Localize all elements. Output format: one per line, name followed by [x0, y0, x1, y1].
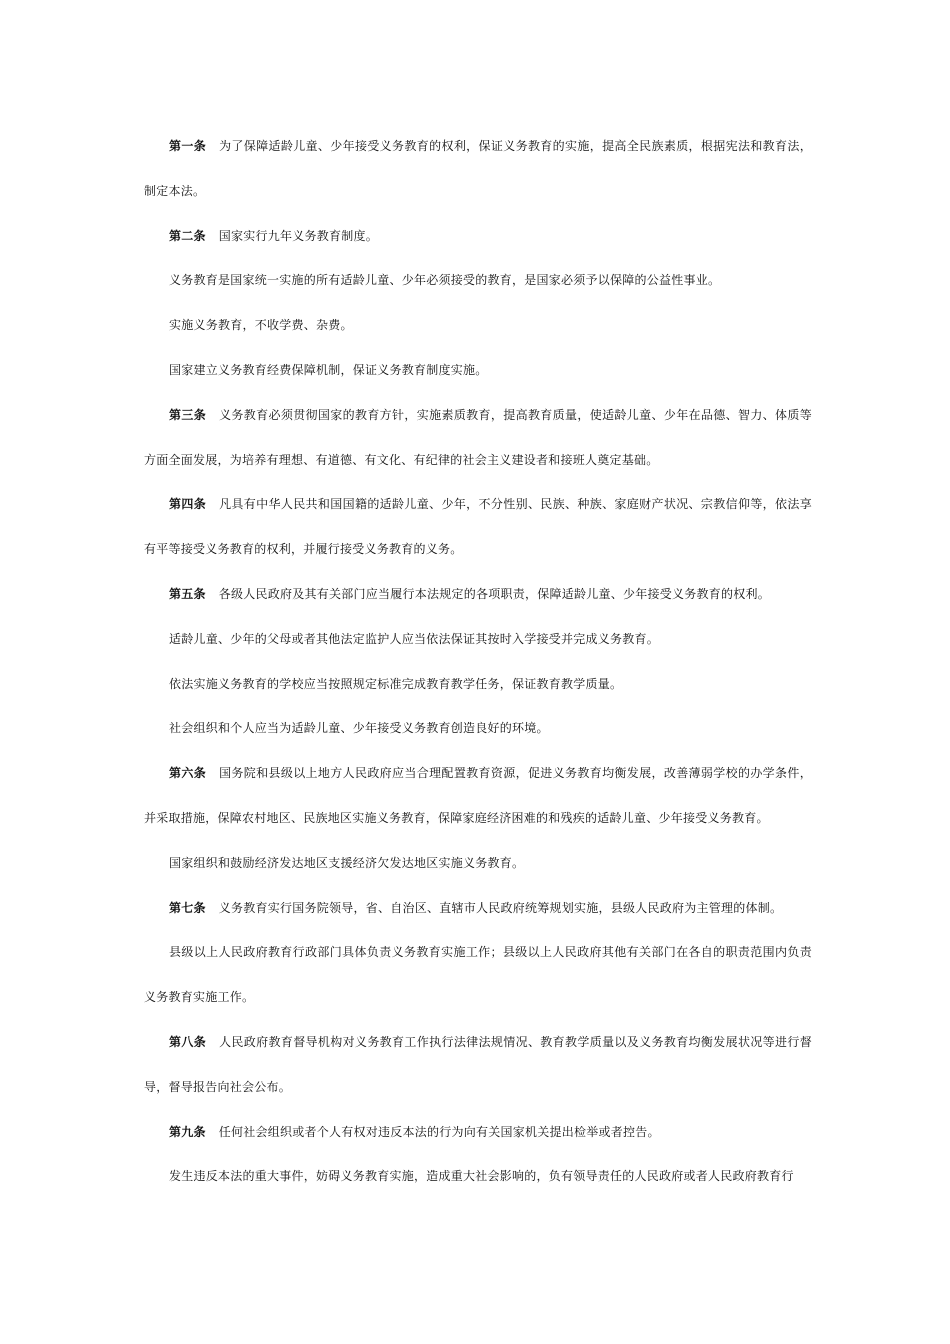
- article-9-paragraph: [144, 1110, 812, 1155]
- article-3-text: 义务教育必须贯彻国家的教育方针，实施素质教育，提高教育质量，使适龄儿童、少年在品德、智力、体质等方面全面发展，为培养有理想、有道德、有文化、有纪律的社会主义建设者和接班人奠定基础。: [144, 407, 812, 467]
- article-2-clause-4: 国家建立义务教育经费保障机制，保证义务教育制度实施。: [169, 362, 488, 377]
- article-7-text: 义务教育实行国务院领导，省、自治区、直辖市人民政府统筹规划实施，县级人民政府为主管理的体制。: [218, 900, 783, 915]
- article-2-text: 国家实行九年义务教育制度。: [218, 228, 379, 243]
- article-5-label: 第五条: [169, 586, 206, 601]
- article-5-clause-3: 依法实施义务教育的学校应当按照规定标准完成教育教学任务，保证教育教学质量。: [169, 676, 623, 691]
- article-4-paragraph: [144, 482, 812, 572]
- article-3-paragraph: [144, 393, 812, 483]
- article-9-label: 第九条: [169, 1124, 206, 1139]
- article-7-paragraph: [144, 886, 812, 931]
- article-8-paragraph: [144, 1020, 812, 1110]
- article-5-text: 各级人民政府及其有关部门应当履行本法规定的各项职责，保障适龄儿童、少年接受义务教育的权利。: [218, 586, 771, 601]
- article-7-label: 第七条: [169, 900, 206, 915]
- article-2-paragraph: [144, 214, 812, 259]
- article-2-clause-3: 实施义务教育，不收学费、杂费。: [169, 318, 353, 333]
- article-4-text: 凡具有中华人民共和国国籍的适龄儿童、少年，不分性别、民族、种族、家庭财产状况、宗教信仰等，依法享有平等接受义务教育的权利，并履行接受义务教育的义务。: [144, 497, 812, 557]
- article-7-clause-2: 县级以上人民政府教育行政部门具体负责义务教育实施工作；县级以上人民政府其他有关部门在各自的职责范围内负责义务教育实施工作。: [144, 945, 812, 1005]
- article-9-text: 任何社会组织或者个人有权对违反本法的行为向有关国家机关提出检举或者控告。: [218, 1124, 660, 1139]
- article-8-label: 第八条: [169, 1034, 207, 1049]
- article-5-paragraph: [144, 572, 812, 617]
- article-5-clause-2: 适龄儿童、少年的父母或者其他法定监护人应当依法保证其按时入学接受并完成义务教育。: [169, 631, 660, 646]
- article-2-clause-2: 义务教育是国家统一实施的所有适龄儿童、少年必须接受的教育，是国家必须予以保障的公益性事业。: [169, 273, 721, 288]
- article-1-text: 为了保障适龄儿童、少年接受义务教育的权利，保证义务教育的实施，提高全民族素质，根据宪法和教育法，制定本法。: [144, 139, 812, 198]
- article-6-paragraph: [144, 751, 812, 841]
- article-2-label: 第二条: [169, 228, 206, 243]
- article-3-label: 第三条: [169, 407, 207, 422]
- article-8-text: 人民政府教育督导机构对义务教育工作执行法律法规情况、教育教学质量以及义务教育均衡发展状况等进行督导，督导报告向社会公布。: [144, 1034, 812, 1094]
- article-1-paragraph: [144, 124, 812, 214]
- article-6-label: 第六条: [169, 766, 207, 781]
- document-body: [144, 124, 812, 1199]
- article-1-label: 第一条: [169, 139, 207, 153]
- article-5-clause-4: 社会组织和个人应当为适龄儿童、少年接受义务教育创造良好的环境。: [169, 721, 549, 736]
- article-9-clause-2: 发生违反本法的重大事件，妨碍义务教育实施，造成重大社会影响的，负有领导责任的人民政府或者人民政府教育行: [169, 1169, 794, 1184]
- article-6-text: 国务院和县级以上地方人民政府应当合理配置教育资源，促进义务教育均衡发展，改善薄弱学校的办学条件，并采取措施，保障农村地区、民族地区实施义务教育，保障家庭经济困难的和残疾的适龄儿童、少年接受义务教育。: [144, 766, 812, 825]
- article-6-clause-2: 国家组织和鼓励经济发达地区支援经济欠发达地区实施义务教育。: [169, 855, 525, 870]
- article-4-label: 第四条: [169, 497, 207, 512]
